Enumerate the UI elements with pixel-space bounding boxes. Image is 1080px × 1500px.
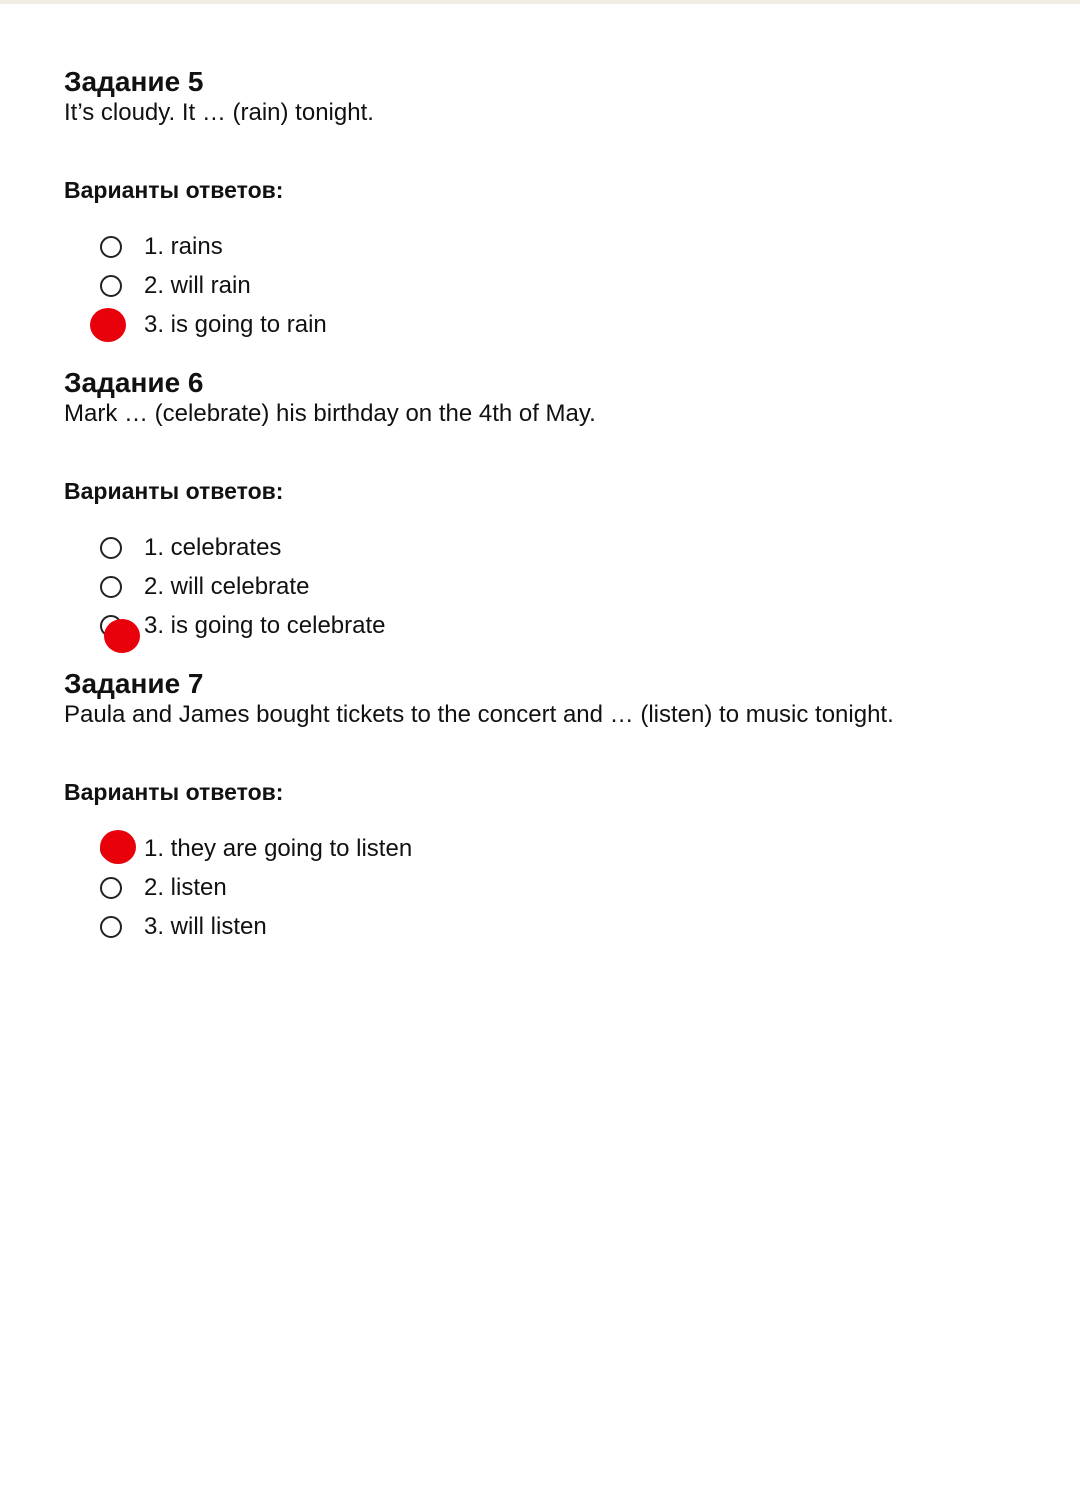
answers-label: Варианты ответов: — [64, 177, 284, 203]
top-strip — [0, 0, 1080, 4]
option-label: 1. they are going to listen — [144, 835, 413, 862]
answer-option[interactable] — [64, 832, 964, 871]
answer-option[interactable] — [64, 308, 964, 347]
task-question: Mark … (celebrate) his birthday on the 4th of May. — [64, 400, 596, 427]
radio-button-icon[interactable] — [100, 916, 122, 938]
answer-option[interactable] — [64, 230, 964, 269]
task-title: Задание 5 — [64, 66, 204, 97]
task-question: It’s cloudy. It … (rain) tonight. — [64, 99, 374, 126]
answer-option[interactable] — [64, 269, 964, 308]
radio-button-icon[interactable] — [100, 537, 122, 559]
option-label: 1. rains — [144, 233, 223, 260]
task-question: Paula and James bought tickets to the concert and … (listen) to music tonight. — [64, 701, 894, 728]
option-label: 2. will celebrate — [144, 573, 310, 600]
radio-button-icon[interactable] — [100, 236, 122, 258]
red-mark-icon — [104, 619, 140, 653]
option-label: 3. is going to celebrate — [144, 612, 386, 639]
answer-option[interactable] — [64, 570, 964, 609]
answer-option[interactable] — [64, 531, 964, 570]
task-5 — [64, 66, 1044, 338]
radio-button-icon[interactable] — [100, 576, 122, 598]
answer-option[interactable] — [64, 871, 964, 910]
option-label: 2. listen — [144, 874, 227, 901]
option-label: 2. will rain — [144, 272, 251, 299]
radio-button-icon[interactable] — [100, 877, 122, 899]
task-7 — [64, 668, 1044, 940]
task-title: Задание 6 — [64, 367, 204, 398]
answer-option[interactable] — [64, 910, 964, 949]
radio-button-icon[interactable] — [100, 275, 122, 297]
task-6 — [64, 367, 1044, 639]
answers-label: Варианты ответов: — [64, 779, 284, 805]
task-title: Задание 7 — [64, 668, 204, 699]
option-label: 3. is going to rain — [144, 311, 327, 338]
red-mark-icon — [90, 308, 126, 342]
answer-option[interactable] — [64, 609, 964, 648]
red-mark-icon — [100, 830, 136, 864]
answers-label: Варианты ответов: — [64, 478, 284, 504]
option-label: 1. celebrates — [144, 534, 282, 561]
option-label: 3. will listen — [144, 913, 267, 940]
